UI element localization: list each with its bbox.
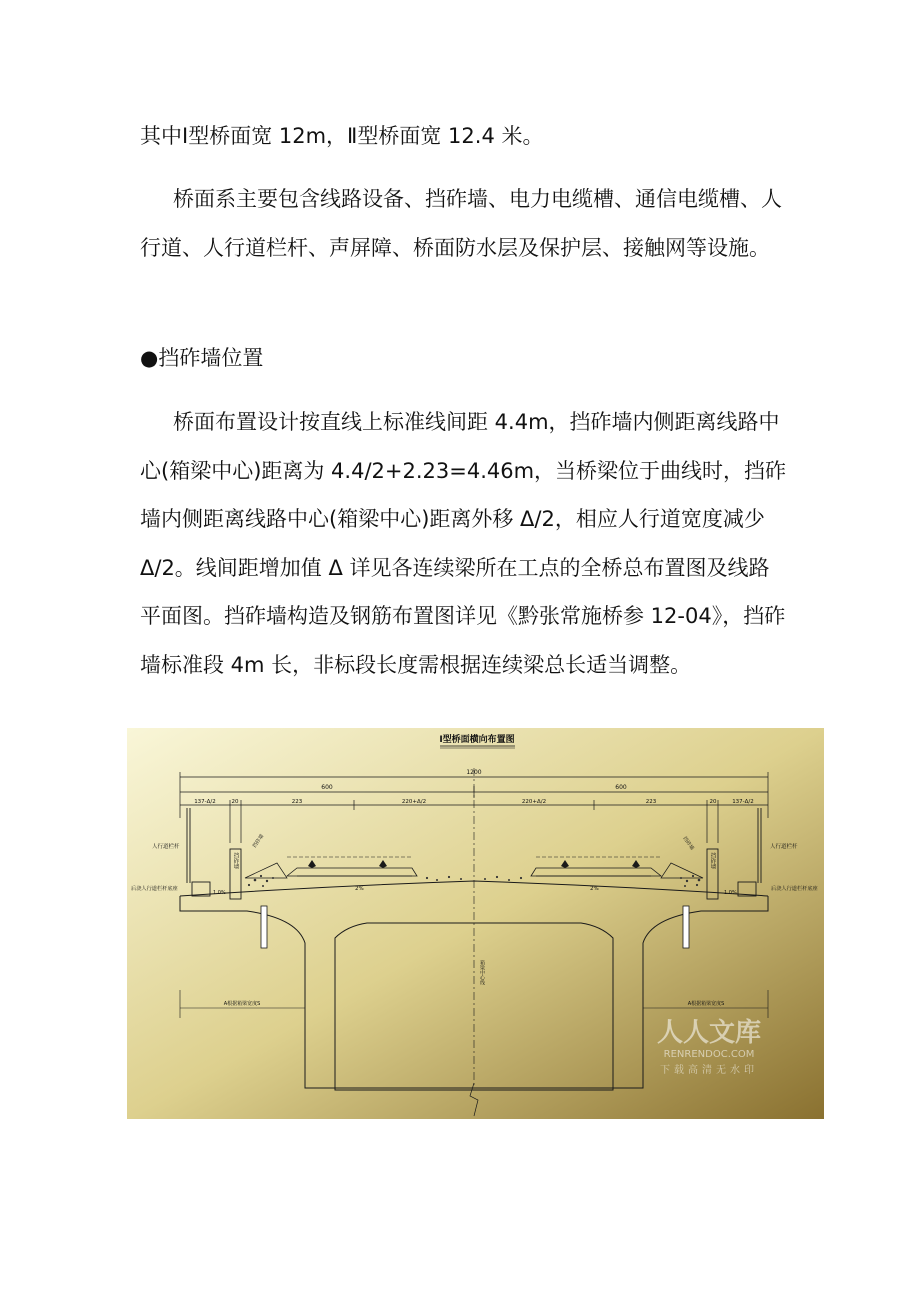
slope-edge-right: 1.0% — [724, 890, 737, 896]
wall-label-right: 挡砟墙 — [709, 852, 716, 870]
bottom-label-left: A根据箱梁宽度S — [223, 1001, 261, 1007]
wall-top-label-left: 挡砟墙 — [251, 833, 266, 850]
paragraph-ballast-wall-position: 桥面布置设计按直线上标准线间距 4.4m，挡砟墙内侧距离线路中心(箱梁中心)距离为 4.4/2+2.23=4.46m，当桥梁位于曲线时，挡砟墙内侧距离线路中心(箱梁中心)距离外移 Δ/2，相应人行道宽度减少 Δ/2。线间距增加值 Δ 详见各连续梁所在工点的全桥总布置图及线路平面图。挡砟墙构造及钢筋布置图详见《黔张常施桥参 12-04》，挡砟墙标准段 4m 长，非标段长度需根据连续梁总长适当调整。 — [140, 410, 787, 677]
dim-left-1: 137-Δ/2 — [194, 799, 216, 805]
railing-label-left: 人行道栏杆 — [152, 844, 180, 850]
section-heading-ballast-wall: ●挡砟墙位置 — [140, 346, 264, 370]
railing-base-label-right: 后浇人行道栏杆底座 — [771, 886, 818, 892]
bridge-cross-section-figure — [127, 728, 824, 1119]
slope-left: 2% — [355, 886, 364, 892]
paragraph-deck-system: 桥面系主要包含线路设备、挡砟墙、电力电缆槽、通信电缆槽、人行道、人行道栏杆、声屏障、桥面防水层及保护层、接触网等设施。 — [140, 187, 782, 260]
cross-section-drawing — [127, 728, 824, 1119]
watermark-site: RENRENDOC.COM — [663, 1049, 755, 1060]
dim-half-right: 600 — [615, 784, 627, 791]
slope-right: 2% — [590, 886, 599, 892]
wall-top-label-right: 挡砟墙 — [681, 835, 695, 852]
dim-left-3: 223 — [291, 799, 303, 805]
dim-right-1: 137-Δ/2 — [732, 799, 754, 805]
dim-right-4: 220+Δ/2 — [521, 799, 547, 805]
dim-total: 1200 — [466, 769, 482, 776]
railing-base-label-left: 后浇人行道栏杆底座 — [131, 886, 178, 892]
dim-right-2: 20 — [709, 799, 717, 805]
dim-left-4: 220+Δ/2 — [401, 799, 427, 805]
slope-edge-left: 1.0% — [213, 890, 226, 896]
dim-half-left: 600 — [321, 784, 333, 791]
railing-label-right: 人行道栏杆 — [770, 844, 798, 850]
bottom-label-right: A根据箱梁宽度S — [687, 1001, 725, 1007]
dim-right-3: 223 — [645, 799, 657, 805]
watermark-slogan: 下载高清无水印 — [660, 1065, 758, 1076]
wall-label-left: 挡砟墙 — [232, 852, 239, 870]
watermark-brand: 人人文库 — [656, 1018, 762, 1048]
dim-left-2: 20 — [231, 799, 239, 805]
figure-title: Ⅰ型桥面横向布置图 — [439, 735, 515, 745]
paragraph-bridge-width: 其中Ⅰ型桥面宽 12m，Ⅱ型桥面宽 12.4 米。 — [140, 124, 544, 148]
centerline-label: 箱梁中心线 — [479, 960, 485, 985]
